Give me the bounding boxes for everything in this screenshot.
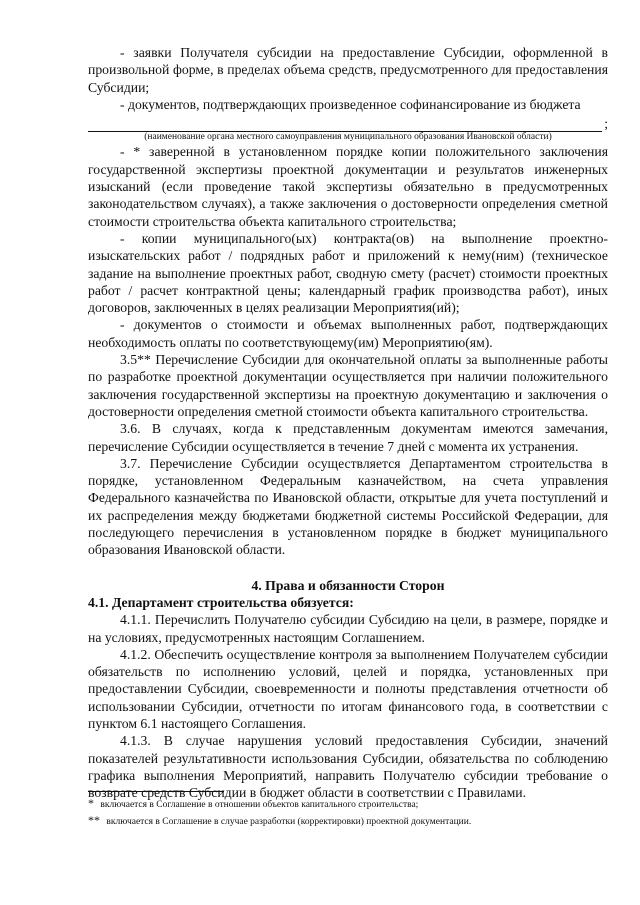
footnote-separator xyxy=(88,791,224,792)
blank-line-caption: (наименование органа местного самоуправления муниципального образования Ивановской области) xyxy=(144,132,552,143)
footnote-1 xyxy=(88,796,418,811)
paragraph-3-6: 3.6. В случаях, когда к представленным документам имеются замечания, перечисление Субсидии осуществляется в течение 7 дней с момента их устранения. xyxy=(88,421,608,454)
footnote-text: включается в Соглашение в отношении объектов капитального строительства; xyxy=(100,800,419,810)
paragraph-expertise: - * заверенной в установленном порядке копии положительного заключения государственной экспертизы проектной документации и результатов инженерных изысканий (если проведение такой экспертизы обязательно в предусмотренных законодательством случаях), а также заключения о достоверности определения сметной стоимости строительства объекта капитального строительства; xyxy=(88,144,608,229)
paragraph-3-5: 3.5** Перечисление Субсидии для окончательной оплаты за выполненные работы по разработке проектной документации осуществляется при наличии положительного заключения государственной экспертизы на проектную документацию и заключения о достоверности определения сметной стоимости объекта капитального строительства. xyxy=(88,352,608,419)
paragraph-cofinancing: - документов, подтверждающих произведенное софинансирование из бюджета xyxy=(120,96,581,112)
footnote-mark: * xyxy=(88,796,94,810)
paragraph-3-7: 3.7. Перечисление Субсидии осуществляется Департаментом строительства в порядке, установленном Федеральным казначейством, на счета управления Федерального казначейства по Ивановской области, открытые для учета поступлений и их распределения между бюджетами бюджетной системы Российской Федерации, для последующего перечисления в установленном порядке в бюджет муниципального образования Ивановской области. xyxy=(88,455,608,558)
paragraph-cost-documents: - документов о стоимости и объемах выполненных работ, подтверждающих необходимость оплаты по соответствующему(им) Мероприятию(ям). xyxy=(88,317,608,350)
footnote-2 xyxy=(88,813,471,828)
paragraph-application: - заявки Получателя субсидии на предоставление Субсидии, оформленной в произвольной форме, в пределах объема средств, предусмотренного для предоставления Субсидии; xyxy=(88,45,608,95)
footnote-text: включается в Соглашение в случае разработки (корректировки) проектной документации. xyxy=(106,817,472,827)
paragraph-4-1-2: 4.1.2. Обеспечить осуществление контроля за выполнением Получателем субсидии обязательств по исполнению условий, целей и порядка, установленных при предоставлении Субсидии, своевременности и полноты представления отчетности об использовании Субсидии, отчетности по итогам финансового года, в соответствии с пунктом 6.1 настоящего Соглашения. xyxy=(88,646,608,731)
fill-in-line xyxy=(88,117,602,132)
line-end-mark: ; xyxy=(604,116,608,132)
paragraph-4-1-1: 4.1.1. Перечислить Получателю субсидии Субсидию на цели, в размере, порядке и на условиях, предусмотренных настоящим Соглашением. xyxy=(88,612,608,645)
blank-line xyxy=(88,115,608,132)
document-page xyxy=(88,44,608,801)
paragraph-4-1-3: 4.1.3. В случае нарушения условий предоставления Субсидии, значений показателей результативности использования Субсидии, обязательства по соблюдению графика выполнения Мероприятий, направить Получателю субсидии требование о возврате средств Субсидии в бюджет области в соответствии с Правилами. xyxy=(88,733,608,801)
paragraph-contracts: - копии муниципального(ых) контракта(ов) на выполнение проектно-изыскательских работ / подрядных работ и приложений к нему(ним) (техническое задание на выполнение проектных работ, сводную смету (расчет) стоимости проектных работ / расчет контрактной цены; календарный график производства работ), иных договоров, заключенных в целях реализации Мероприятия(ий); xyxy=(88,230,608,316)
footnote-mark: ** xyxy=(88,813,100,827)
section-heading: 4. Права и обязанности Сторон xyxy=(251,577,445,593)
subsection-heading: 4.1. Департамент строительства обязуется: xyxy=(88,594,354,610)
